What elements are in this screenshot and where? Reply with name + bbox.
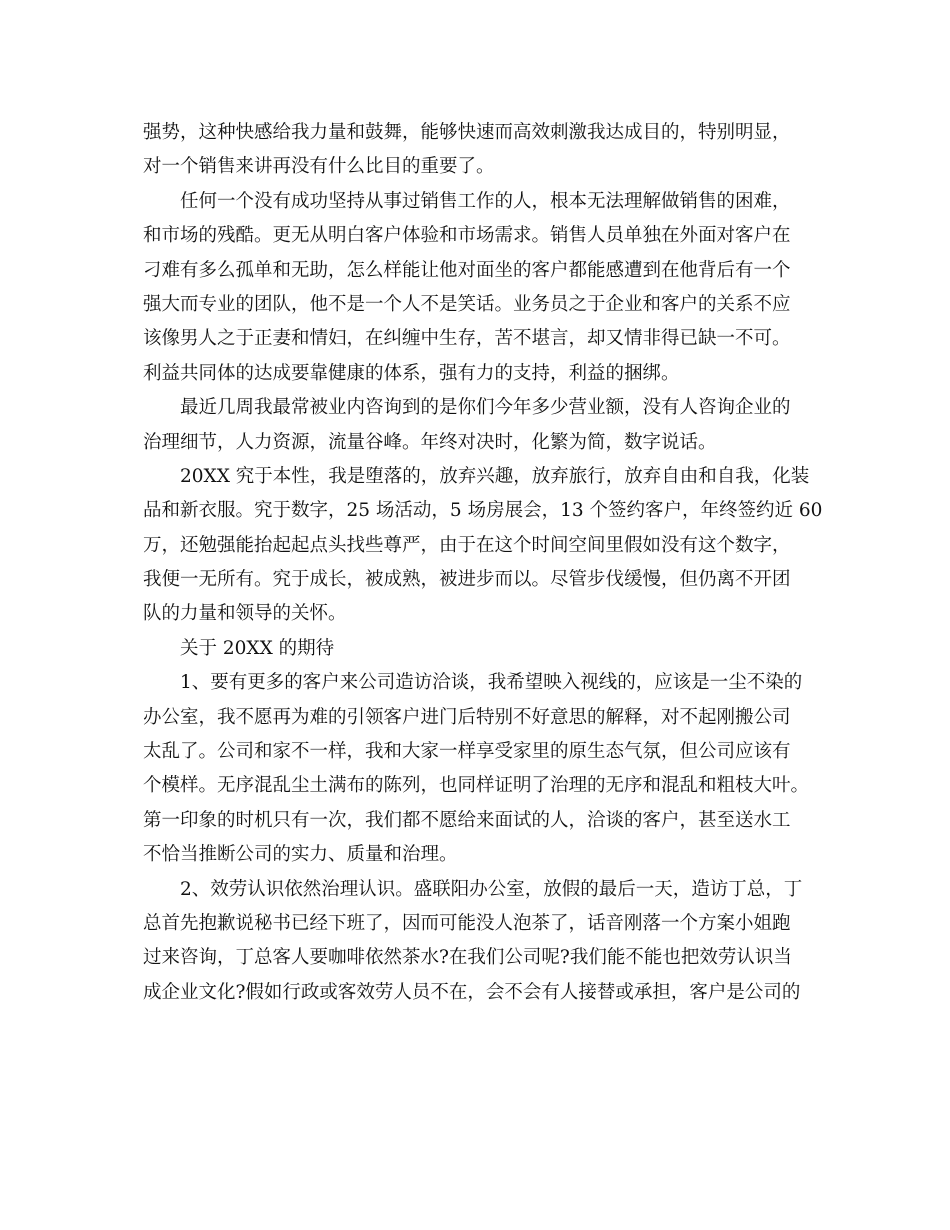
text-line: 成企业文化?假如行政或客效劳人员不在，会不会有人接替或承担，客户是公司的: [143, 981, 801, 1003]
text-line: 1、要有更多的客户来公司造访洽谈，我希望映入视线的，应该是一尘不染的: [180, 672, 803, 694]
text-line: 利益共同体的达成要靠健康的体系，强有力的支持，利益的捆绑。: [143, 362, 680, 384]
text-line: 该像男人之于正妻和情妇，在纠缠中生存，苦不堪言，却又情非得已缺一不可。: [143, 328, 791, 350]
text-line: 品和新衣服。究于数字，25 场活动，5 场房展会，13 个签约客户，年终签约近 60: [143, 500, 823, 522]
text-line: 和市场的残酷。更无从明白客户体验和市场需求。销售人员单独在外面对客户在: [143, 225, 791, 247]
text-line: 强势，这种快感给我力量和鼓舞，能够快速而高效刺激我达成目的，特别明显，: [143, 122, 791, 143]
text-line: 个模样。无序混乱尘土满布的陈列，也同样证明了治理的无序和混乱和粗枝大叶。: [143, 775, 810, 797]
text-line: 办公室，我不愿再为难的引领客户进门后特别不好意思的解释，对不起刚搬公司: [143, 706, 791, 728]
text-line: 刁难有多么孤单和无助，怎么样能让他对面坐的客户都能感遭到在他背后有一个: [143, 259, 791, 281]
text-line: 万，还勉强能抬起起点头找些尊严，由于在这个时间空间里假如没有这个数字，: [143, 534, 791, 556]
text-line: 太乱了。公司和家不一样，我和大家一样享受家里的原生态气氛，但公司应该有: [143, 741, 791, 763]
text-line: 对一个销售来讲再没有什么比目的重要了。: [143, 156, 495, 178]
text-line: 治理细节，人力资源，流量谷峰。年终对决时，化繁为简，数字说话。: [143, 431, 717, 453]
text-line: 过来咨询，丁总客人要咖啡依然茶水?在我们公司呢?我们能不能也把效劳认识当: [143, 947, 792, 969]
body-text: [143, 116, 823, 1010]
text-line: 20XX 究于本性，我是堕落的，放弃兴趣，放弃旅行，放弃自由和自我，化装: [180, 465, 810, 487]
text-line: 不恰当推断公司的实力、质量和治理。: [143, 844, 458, 866]
text-line: 我便一无所有。究于成长，被成熟，被进步而以。尽管步伐缓慢，但仍离不开团: [143, 569, 791, 591]
text-line: 任何一个没有成功坚持从事过销售工作的人，根本无法理解做销售的困难，: [180, 190, 791, 212]
section-heading: 关于 20XX 的期待: [180, 637, 335, 659]
text-line: 队的力量和领导的关怀。: [143, 603, 347, 625]
text-line: 最近几周我最常被业内咨询到的是你们今年多少营业额，没有人咨询企业的: [180, 397, 791, 419]
text-line: 总首先抱歉说秘书已经下班了，因而可能没人泡茶了，话音刚落一个方案小姐跑: [143, 912, 791, 934]
text-line: 强大而专业的团队，他不是一个人不是笑话。业务员之于企业和客户的关系不应: [143, 293, 791, 315]
text-line: 2、效劳认识依然治理认识。盛联阳办公室，放假的最后一天，造访丁总，丁: [180, 878, 803, 900]
text-line: 第一印象的时机只有一次，我们都不愿给来面试的人，洽谈的客户，甚至送水工: [143, 809, 791, 831]
